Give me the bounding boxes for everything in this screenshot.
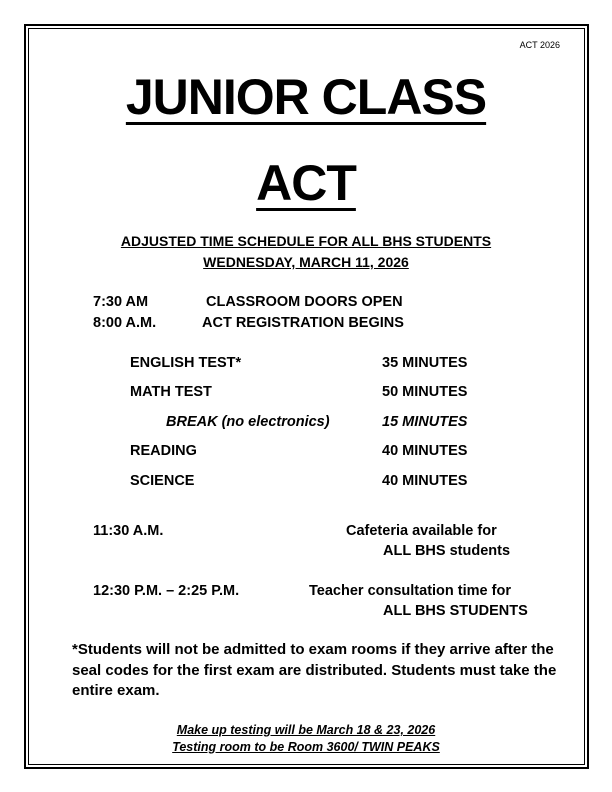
title-line-1: JUNIOR CLASS	[125, 69, 487, 125]
arrival-event-1: CLASSROOM DOORS OPEN	[206, 294, 403, 310]
test-name-math: MATH TEST	[130, 384, 212, 400]
test-name-science: SCIENCE	[130, 473, 195, 489]
test-duration-english: 35 MINUTES	[382, 355, 468, 371]
arrival-time-2: 8:00 A.M.	[93, 315, 157, 331]
test-duration-science: 40 MINUTES	[382, 473, 468, 489]
afternoon-event-1-line-1: Cafeteria available for	[346, 523, 497, 539]
afternoon-event-2-line-2: ALL BHS STUDENTS	[383, 603, 528, 619]
test-name-break: BREAK (no electronics)	[166, 414, 330, 430]
test-name-reading: READING	[130, 443, 197, 459]
arrival-event-2: ACT REGISTRATION BEGINS	[202, 315, 404, 331]
afternoon-event-2-line-1: Teacher consultation time for	[309, 583, 511, 599]
title-line-2: ACT	[256, 155, 356, 211]
afternoon-time-1: 11:30 A.M.	[93, 523, 164, 539]
test-duration-math: 50 MINUTES	[382, 384, 468, 400]
schedule-heading: ADJUSTED TIME SCHEDULE FOR ALL BHS STUDENTS	[120, 233, 492, 249]
makeup-testing-dates: Make up testing will be March 18 & 23, 2026	[176, 723, 436, 737]
makeup-testing-room: Testing room to be Room 3600/ TWIN PEAKS	[172, 740, 440, 754]
afternoon-event-1-line-2: ALL BHS students	[383, 543, 511, 559]
arrival-time-1: 7:30 AM	[93, 294, 149, 310]
test-name-english: ENGLISH TEST*	[130, 355, 242, 371]
afternoon-time-2: 12:30 P.M. – 2:25 P.M.	[93, 583, 240, 599]
admission-note: *Students will not be admitted to exam rooms if they arrive after the seal codes for the first exam are distributed. Students must take the entire exam.	[72, 641, 557, 699]
document-tag: ACT 2026	[519, 40, 560, 50]
test-duration-reading: 40 MINUTES	[382, 443, 468, 459]
schedule-date: WEDNESDAY, MARCH 11, 2026	[203, 254, 409, 270]
test-duration-break: 15 MINUTES	[382, 414, 468, 430]
